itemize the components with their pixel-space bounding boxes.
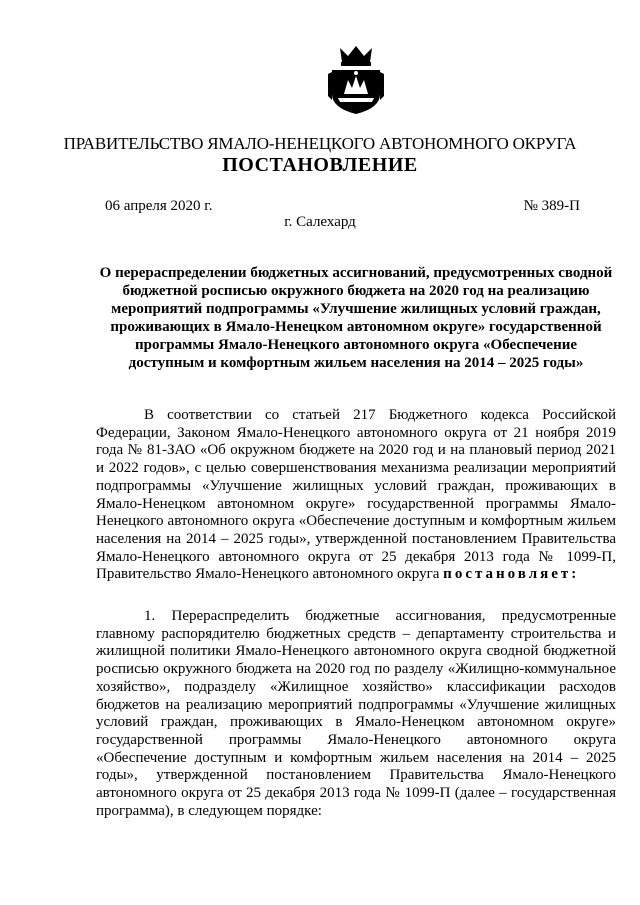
document-date: 06 апреля 2020 г. [105,198,213,214]
government-name: ПРАВИТЕЛЬСТВО ЯМАЛО-НЕНЕЦКОГО АВТОНОМНОГО ОКРУГА [63,134,577,153]
document-city: г. Салехард [284,214,356,230]
document-title: О перераспределении бюджетных ассигнований, предусмотренных сводной бюджетной росписью окружного бюджета на 2020 год на реализацию мероприятий подпрограммы «Улучшение жилищных условий граждан, проживающих в Ямало-Ненецком автономном округе» государственной программы Ямало-Ненецкого автономного округа «Обеспечение доступным и комфортным жильем населения на 2014 – 2025 годы» [99,265,613,371]
paragraph-preamble [96,407,616,584]
document-number: № 389-П [523,198,580,214]
resolves-word: постановляет: [443,566,580,583]
paragraph-1: 1. Перераспределить бюджетные ассигнования, предусмотренные главному распорядителю бюджетных средств – департаменту строительства и жилищной политики Ямало-Ненецкого автономного округа сводной бюджетной росписью окружного бюджета на 2020 год по разделу «Жилищно-коммунальное хозяйство», подразделу «Жилищное хозяйство» классификации расходов бюджетов на реализацию мероприятий подпрограммы «Улучшение жилищных условий граждан, проживающих в Ямало-Ненецком автономном округе» государственной программы Ямало-Ненецкого автономного округа «Обеспечение доступным и комфортным жильем населения на 2014 – 2025 годы», утвержденной постановлением Правительства Ямало-Ненецкого автономного округа от 25 декабря 2013 года № 1099-П (далее – государственная программа), в следующем порядке: [96,608,616,819]
coat-of-arms-emblem [326,44,386,116]
document-type: ПОСТАНОВЛЕНИЕ [222,154,418,176]
preamble-text: В соответствии со статьей 217 Бюджетного кодекса Российской Федерации, Законом Ямало-Ненецкого автономного округа от 21 ноября 2019 года № 81-ЗАО «Об окружном бюджете на 2020 год и на плановый период 2021 и 2022 годов», с целью совершенствования механизма реализации мероприятий подпрограммы «Улучшение жилищных условий граждан, проживающих в Ямало-Ненецком автономном округе» государственной программы Ямало-Ненецкого автономного округа «Обеспечение доступным и комфортным жильем населения на 2014 – 2025 годы», утвержденной постановлением Правительства Ямало-Ненецкого автономного округа от 25 декабря 2013 года № 1099-П, Правительство Ямало-Ненецкого автономного округа [96,407,616,583]
